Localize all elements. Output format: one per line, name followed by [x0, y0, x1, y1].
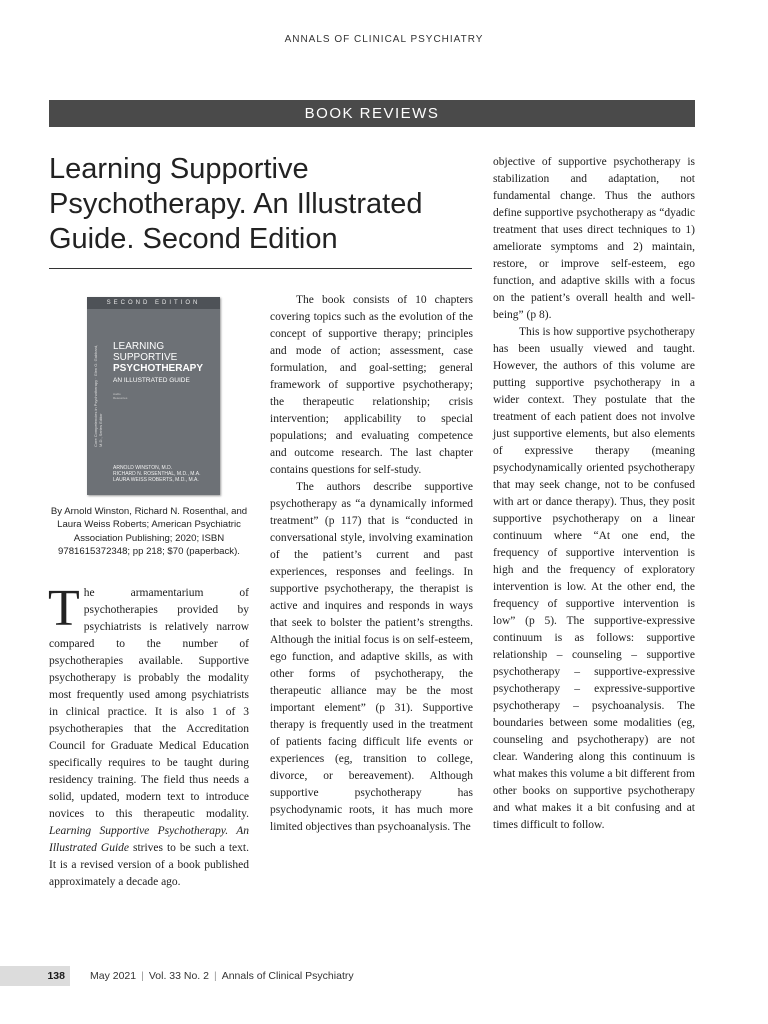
paragraph-text: he armamentarium of psychotherapies provided by psychiatrists is relatively narrow compared to the number of psychotherapies available. Supportive psychotherapy is probably the modality most frequently used among psychiatrists in clinical practice. It is also 1 of 3 psychotherapies that the Accreditation Council for Graduate Medical Education specifically requires to be taught during residency training. The field thus needs a solid, updated, modern text to introduce novices to this therapeutic modality.	[49, 587, 249, 820]
article-title: Learning Supportive Psychotherapy. An Illustrated Guide. Second Edition	[49, 153, 423, 255]
cover-title-line: SUPPORTIVE	[113, 352, 178, 363]
footer-volume: Vol. 33 No. 2	[148, 970, 209, 982]
cover-author: ARNOLD WINSTON, M.D.	[113, 465, 173, 471]
column-3	[493, 154, 695, 834]
body-paragraph: The authors describe supportive psychotherapy as “a dynamically informed treatment” (p 117) that is “conducted in conversational style, involving examination of the patient’s current and past experiences, responses and feelings. In supportive psychotherapy, the therapist is active and inquires and responds in ways that seek to bolster the patient’s strengths. Although the initial focus is on self-esteem, ego function, and adaptive skills, as with other forms of psychotherapy, the therapeutic alliance may be the most important element” (p 31). Supportive therapy is frequently used in the treatment of patients facing difficult life events or experiences (eg, transition to college, divorce, or bereavement). Although supportive psychotherapy has psychodynamic roots, it has much more limited objectives than psychoanalysis. The	[270, 481, 473, 833]
book-caption: By Arnold Winston, Richard N. Rosenthal, and Laura Weiss Roberts; American Psychiatric Association Publishing; 2020; ISBN 9781615372348; pp 218; $70 (paperback).	[50, 506, 248, 558]
cover-title-line: PSYCHOTHERAPY	[113, 363, 204, 374]
paragraph-text: strives to be such a text. It is a revised version of a book published approximately a decade ago.	[49, 842, 249, 888]
cover-edition-band: SECOND EDITION	[87, 297, 220, 309]
cover-title-line: LEARNING	[113, 341, 165, 352]
cover-title	[113, 341, 218, 374]
cover-badge: Audio Resources	[113, 392, 128, 400]
column-1	[48, 580, 249, 891]
cover-subtitle: AN ILLUSTRATED GUIDE	[113, 377, 190, 384]
footer-journal: Annals of Clinical Psychiatry	[221, 970, 354, 982]
page-number: 138	[0, 966, 70, 986]
running-head: ANNALS OF CLINICAL PSYCHIATRY	[284, 34, 484, 45]
footer-separator: |	[213, 970, 217, 982]
body-paragraph: This is how supportive psychotherapy has been usually viewed and taught. However, the authors of this volume are putting supportive psychotherapy in a wider context. They postulate that the treatment of each patient does not involve just supportive elements, but also elements of expressive therapy (meaning psychodynamically oriented psychotherapy that may seek change, not to be confused with art or dance therapy). Thus, they posit supportive psychotherapy on a linear continuum where “At one end, the frequency of supportive intervention is high and the frequency of exploratory intervention is low. At the other end, the frequency of supportive intervention is low” (p 5). The supportive-expressive continuum is as follows: supportive relationship – counseling – supportive psychotherapy – supportive-expressive psychotherapy – expressive-supportive psychotherapy – psychoanalysis. The boundaries between some modalities (eg, counseling and psychotherapy) are not clear. Wandering along this continuum is what makes this volume a bit different from other books on supportive psychotherapy and what makes it a bit confusing and at times difficult to follow.	[493, 326, 695, 831]
book-cover	[87, 297, 220, 495]
book-title-italic: Learning Supportive Psychotherapy. An Illustrated Guide	[49, 825, 249, 854]
title-divider	[49, 268, 472, 269]
cover-author: LAURA WEISS ROBERTS, M.D., M.A.	[113, 477, 199, 483]
section-banner: BOOK REVIEWS	[49, 100, 695, 127]
cover-author: RICHARD N. ROSENTHAL, M.D., M.A.	[113, 471, 201, 477]
cover-series-text: Core Competencies in Psychotherapy · Glen O. Gabbard, M.D., Series Editor	[93, 344, 103, 447]
drop-cap: T	[48, 580, 80, 637]
footer-separator: |	[141, 970, 144, 982]
body-paragraph: objective of supportive psychotherapy is stabilization and adaptation, not fundamental change. Thus the authors define supportive psychotherapy as “dyadic treatment that uses direct techniques to 1) ameliorate symptoms and 2) maintain, restore, or improve self-esteem, ego function, and adaptive skills with a focus on the patient’s overall health and well-being” (p 8).	[493, 156, 695, 321]
column-2	[270, 292, 473, 836]
footer-date: May 2021	[90, 970, 137, 982]
cover-authors	[113, 465, 218, 483]
body-paragraph: The book consists of 10 chapters covering topics such as the evolution of the concept of supportive therapy; principles and mode of action; assessment, case formulation, and goal-setting; general framework of supportive psychotherapy; the therapeutic relationship; crisis intervention; applicability to special populations; and evaluating competence and outcome research. The last chapter contains questions for self-study.	[270, 294, 473, 476]
body-paragraph	[48, 580, 249, 891]
footer-citation	[90, 966, 354, 986]
